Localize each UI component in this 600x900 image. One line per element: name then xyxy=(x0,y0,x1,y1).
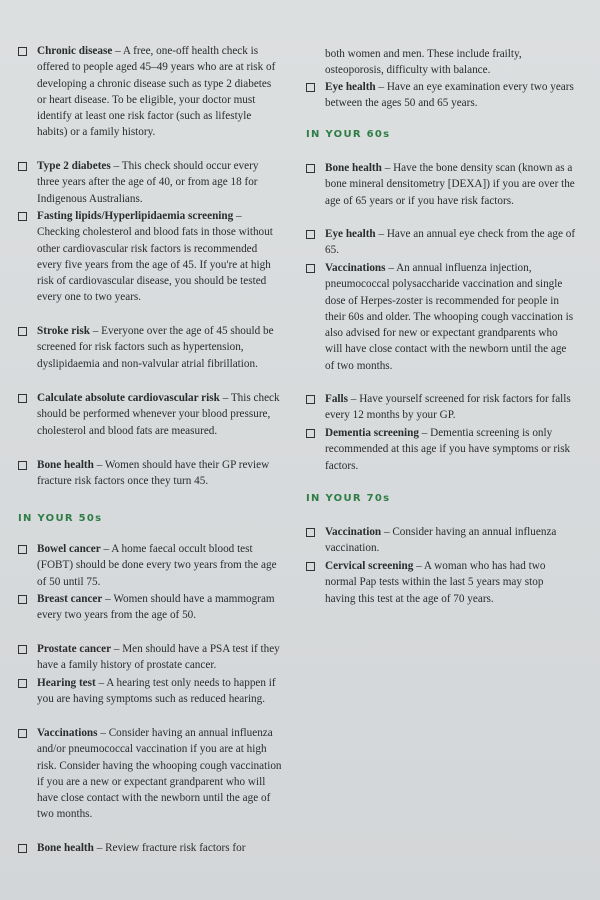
item-text: – Consider having an annual influenza vaccination. xyxy=(325,526,557,555)
item-title: Eye health xyxy=(325,81,376,93)
checklist-item xyxy=(18,675,283,725)
checkbox-icon xyxy=(306,164,315,173)
right-column xyxy=(306,0,576,608)
checklist-item xyxy=(18,208,283,323)
checkbox-icon xyxy=(306,395,315,404)
item-text: – Everyone over the age of 45 should be screened for risk factors such as hypertension, dyslipidaemia and non-valvular atrial fibrillation. xyxy=(37,325,274,370)
checklist-item xyxy=(18,641,283,675)
item-text: – A woman who has had two normal Pap tests within the last 5 years may stop having this test at the age of 70 years. xyxy=(325,560,546,605)
section-heading-50s: IN YOUR 50s xyxy=(18,513,103,524)
item-title: Chronic disease xyxy=(37,45,113,57)
checkbox-icon xyxy=(18,162,27,171)
checkbox-icon xyxy=(306,562,315,571)
checkbox-icon xyxy=(18,394,27,403)
checklist-item xyxy=(18,541,283,591)
checklist-60s xyxy=(306,160,576,475)
item-title: Dementia screening xyxy=(325,427,419,439)
item-title: Breast cancer xyxy=(37,593,103,605)
item-title: Hearing test xyxy=(37,677,96,689)
checklist-40s xyxy=(18,43,283,491)
checklist-item xyxy=(306,79,576,113)
checklist-item xyxy=(18,390,283,457)
item-title: Type 2 diabetes xyxy=(37,160,111,172)
item-text: – Have yourself screened for risk factors for falls every 12 months by your GP. xyxy=(325,393,571,422)
checkbox-icon xyxy=(306,83,315,92)
checklist-item xyxy=(306,524,576,558)
checklist-50s xyxy=(18,541,283,858)
checkbox-icon xyxy=(18,545,27,554)
checkbox-icon xyxy=(18,844,27,853)
item-text: – Have an annual eye check from the age of 65. xyxy=(325,228,576,257)
item-text: – A home faecal occult blood test (FOBT) should be done every two years from the age of 50 until 75. xyxy=(37,543,277,588)
checkbox-icon xyxy=(306,230,315,239)
checkbox-icon xyxy=(18,47,27,56)
checklist-item xyxy=(306,260,576,391)
checkbox-icon xyxy=(306,429,315,438)
continued-text: both women and men. These include frailty, osteoporosis, difficulty with balance. xyxy=(325,48,522,77)
checklist-item xyxy=(306,558,576,608)
item-title: Vaccinations xyxy=(37,727,98,739)
checklist-item xyxy=(306,425,576,475)
item-title: Falls xyxy=(325,393,348,405)
item-text: – A free, one-off health check is offered to people aged 45–49 years who are at risk of developing a chronic disease such as type 2 diabetes or heart disease. To be eligible, your doctor must identify at least one risk factor (such as lifestyle habits) or a family history. xyxy=(37,45,276,139)
checklist-70s xyxy=(306,524,576,608)
checklist-item xyxy=(306,160,576,226)
item-text: – This check should occur every three years after the age of 40, or from age 18 for Indigenous Australians. xyxy=(37,160,259,205)
checklist-item xyxy=(18,457,283,491)
section-heading-70s: IN YOUR 70s xyxy=(306,493,391,504)
checklist-item xyxy=(18,158,283,208)
item-title: Calculate absolute cardiovascular risk xyxy=(37,392,220,404)
item-text: – Have an eye examination every two years between the ages 50 and 65 years. xyxy=(325,81,574,110)
checklist-item xyxy=(18,323,283,390)
item-text: – Review fracture risk factors for xyxy=(93,842,246,854)
item-title: Vaccinations xyxy=(325,262,386,274)
checklist-item xyxy=(306,391,576,425)
checkbox-icon xyxy=(306,528,315,537)
item-text: – Women should have their GP review fracture risk factors once they turn 45. xyxy=(37,459,270,488)
checkbox-icon xyxy=(18,461,27,470)
checkbox-icon xyxy=(18,595,27,604)
checkbox-icon xyxy=(18,645,27,654)
item-text: – Checking cholesterol and blood fats in those without other cardiovascular risk factors is recommended every five years from the age of 45. If you're at high risk of cardiovascular disease, you should be tested every one to two years. xyxy=(37,210,273,304)
checklist-50s-continued xyxy=(306,79,576,113)
checklist-item xyxy=(306,226,576,260)
checklist-item xyxy=(18,725,283,840)
checklist-item xyxy=(18,840,283,858)
checklist-item xyxy=(18,43,283,158)
left-column xyxy=(18,0,283,858)
item-title: Prostate cancer xyxy=(37,643,112,655)
item-title: Bone health xyxy=(37,842,94,854)
item-text: – A hearing test only needs to happen if you are having symptoms such as reduced hearing. xyxy=(37,677,276,706)
checklist-item xyxy=(18,591,283,641)
section-heading-60s: IN YOUR 60s xyxy=(306,129,391,140)
item-text: – Dementia screening is only recommended at this age if you have symptoms or risk factors. xyxy=(325,427,571,472)
checkbox-icon xyxy=(306,264,315,273)
item-text: – This check should be performed whenever your blood pressure, cholesterol and blood fats are measured. xyxy=(37,392,280,437)
item-title: Bone health xyxy=(37,459,94,471)
item-title: Stroke risk xyxy=(37,325,90,337)
item-title: Vaccination xyxy=(325,526,382,538)
item-text: – An annual influenza injection, pneumococcal polysaccharide vaccination and single dose of Herpes-zoster is recommended for people in their 60s and older. The whooping cough vaccination is also advised for new or expectant grandparents who will have close contact with the newborn until the age of two months. xyxy=(325,262,574,372)
checkbox-icon xyxy=(18,327,27,336)
item-title: Eye health xyxy=(325,228,376,240)
checkbox-icon xyxy=(18,212,27,221)
item-title: Cervical screening xyxy=(325,560,414,572)
item-text: – Consider having an annual influenza and/or pneumococcal vaccination if you are at high risk. Consider having the whooping cough vaccination if you are a new or expectant grandparent who will have close contact with the newborn until the age of two months. xyxy=(37,727,282,821)
item-text: – Have the bone density scan (known as a bone mineral densitometry [DEXA]) if you are over the age of 65 years or if you have risk factors. xyxy=(325,162,575,207)
checkbox-icon xyxy=(18,729,27,738)
item-title: Bone health xyxy=(325,162,382,174)
item-title: Bowel cancer xyxy=(37,543,101,555)
item-text: – Women should have a mammogram every two years from the age of 50. xyxy=(37,593,275,622)
item-title: Fasting lipids/Hyperlipidaemia screening xyxy=(37,210,234,222)
checkbox-icon xyxy=(18,679,27,688)
item-text: – Men should have a PSA test if they have a family history of prostate cancer. xyxy=(37,643,280,672)
